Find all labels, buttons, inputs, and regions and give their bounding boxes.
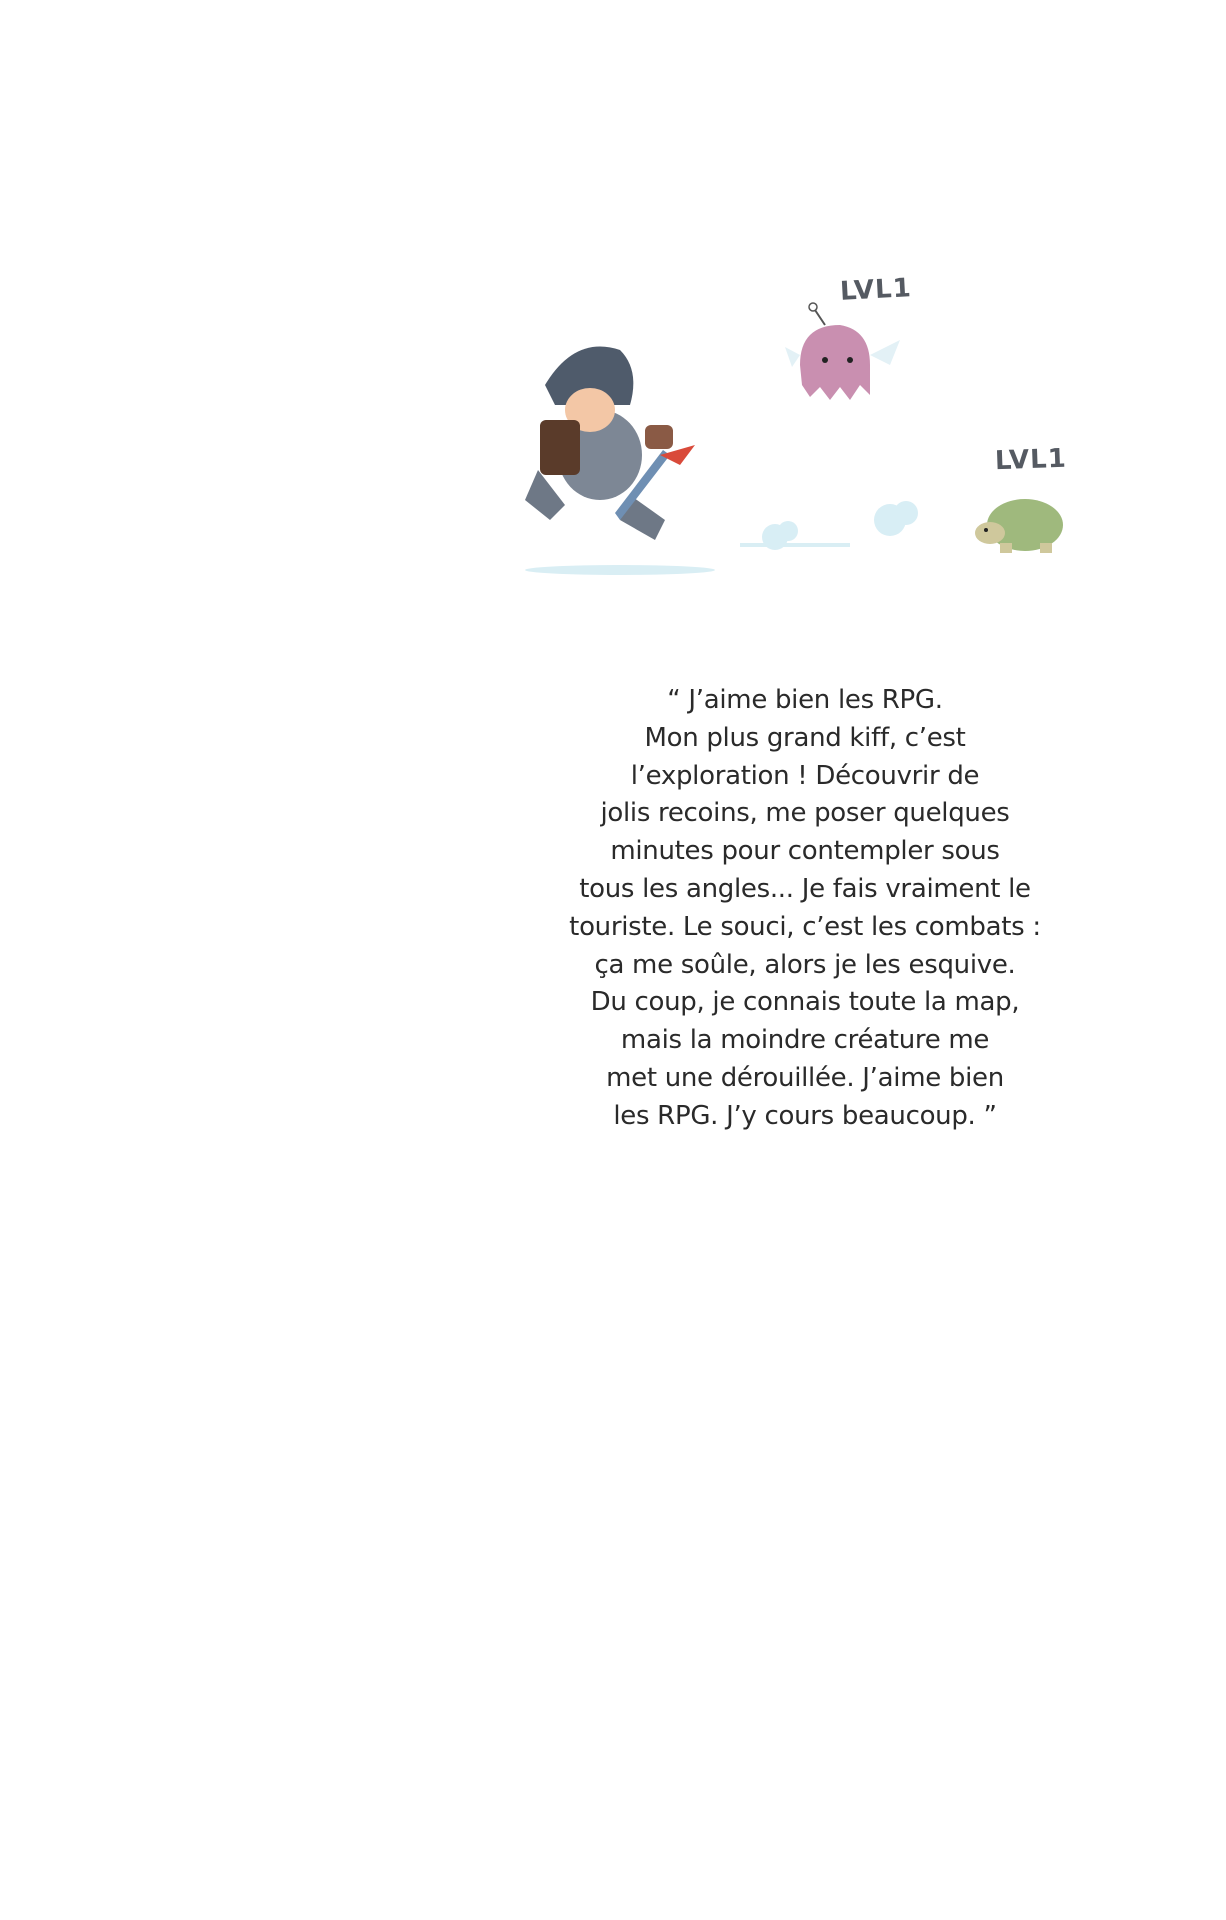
quote-line: ça me soûle, alors je les esquive. bbox=[594, 949, 1016, 980]
ghost-monster-icon bbox=[785, 303, 900, 400]
knight-icon bbox=[525, 347, 695, 540]
quote-line: minutes pour contempler sous bbox=[610, 836, 1000, 867]
turtle-level-label: LVL1 bbox=[994, 443, 1068, 477]
ghost-level-label: LVL1 bbox=[839, 273, 913, 307]
quote-line: tous les angles... Je fais vraiment le bbox=[579, 873, 1031, 904]
illustration bbox=[520, 255, 1080, 595]
quote-line: met une dérouillée. J’aime bien bbox=[606, 1062, 1004, 1093]
quote-line: jolis recoins, me poser quelques bbox=[600, 798, 1010, 829]
running-knight-illustration bbox=[520, 255, 1080, 595]
dust-puff-icon bbox=[762, 501, 918, 550]
quote-line: mais la moindre créature me bbox=[620, 1025, 990, 1056]
ground-shadow bbox=[525, 565, 715, 575]
quote-line: les RPG. J’y cours beaucoup. ” bbox=[613, 1100, 997, 1131]
turtle-monster-icon bbox=[975, 499, 1063, 553]
quote-line: Du coup, je connais toute la map, bbox=[590, 987, 1020, 1018]
quote-line: touriste. Le souci, c’est les combats : bbox=[569, 911, 1041, 942]
quote-line: “ J’aime bien les RPG. bbox=[667, 685, 943, 715]
quote-line: l’exploration ! Découvrir de bbox=[630, 760, 980, 791]
quote-block bbox=[560, 682, 1050, 1136]
quote-line: Mon plus grand kiff, c’est bbox=[644, 722, 966, 753]
